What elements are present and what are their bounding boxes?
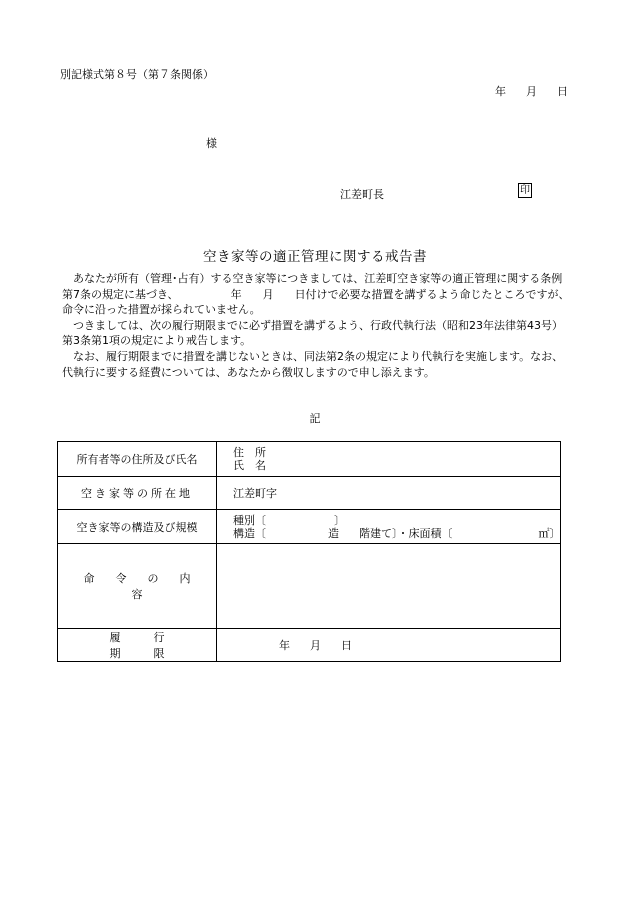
deadline-year-label: 年 — [279, 639, 290, 652]
area-unit: ㎡〕 — [538, 526, 561, 540]
body-line: あなたが所有（管理･占有）する空き家等につきましては、江差町空き家等の適正管理に関する条例 — [73, 272, 563, 285]
body-year-label: 年 — [230, 287, 242, 301]
body-line — [62, 333, 572, 349]
table-row — [58, 544, 561, 629]
deadline-month-label: 月 — [310, 639, 321, 652]
issuer-title: 江差町長 — [340, 188, 384, 201]
body-line — [62, 302, 572, 318]
deadline-value-cell — [217, 629, 561, 662]
addressee-honorific: 様 — [206, 137, 217, 150]
body-paragraph-3 — [62, 349, 572, 365]
info-table — [57, 441, 561, 662]
issue-date — [495, 83, 568, 99]
date-day-label: 日 — [557, 85, 568, 98]
body-text-segment: つきましては、次の履行期限までに必ず措置を講ずるよう、行政代執行法（昭和23年法律第43号） — [73, 318, 563, 332]
body-month-label: 月 — [262, 287, 274, 301]
body-line — [62, 287, 572, 303]
date-year-label: 年 — [495, 85, 506, 98]
table-row — [58, 510, 561, 544]
type-line — [233, 514, 560, 527]
owner-value-cell — [217, 442, 561, 477]
structure-label-text: 構造〔 — [233, 526, 266, 540]
structure-value-cell — [217, 510, 561, 544]
body-text-segment: 日付けで必要な措置を講ずるよう命じたところですが、 — [294, 287, 570, 301]
body-text — [62, 271, 572, 380]
structure-zo: 造 — [328, 526, 339, 540]
name-label: 氏 名 — [233, 459, 266, 472]
type-close: 〕 — [334, 513, 345, 527]
structure-line — [233, 527, 560, 540]
order-content-label: 命令の内容 — [58, 544, 217, 629]
location-label: 空き家等の所在地 — [58, 477, 217, 510]
date-month-label: 月 — [526, 85, 537, 98]
document-title: 空き家等の適正管理に関する戒告書 — [203, 249, 427, 265]
ki-heading: 記 — [309, 412, 321, 425]
owner-label: 所有者等の住所及び氏名 — [58, 442, 217, 477]
body-text-segment: 第3条第1項の規定により戒告します。 — [62, 334, 252, 348]
seal-mark: 印 — [520, 185, 530, 196]
order-content-value — [217, 544, 561, 629]
body-text-segment: 代執行に要する経費については、あなたから徴収しますので申し添えます。 — [62, 365, 435, 379]
body-text-segment: 第7条の規定に基づき、 — [62, 287, 179, 301]
body-line — [62, 365, 572, 381]
body-text-segment: なお、履行期限までに措置を講じないときは、同法第2条の規定により代執行を実施します。なお、 — [73, 349, 564, 363]
table-row — [58, 629, 561, 662]
body-text-segment: 命令に沿った措置が採られていません。 — [62, 303, 261, 317]
address-label: 住 所 — [233, 446, 266, 459]
body-paragraph-2 — [62, 318, 572, 334]
location-value: 江差町字 — [217, 477, 561, 510]
type-label: 種別〔 — [233, 513, 266, 527]
table-row — [58, 477, 561, 510]
deadline-day-label: 日 — [341, 639, 352, 652]
deadline-label: 履行期限 — [58, 629, 217, 662]
structure-floors: 階建て〕・床面積〔 — [359, 526, 453, 540]
body-paragraph-1 — [62, 271, 572, 287]
form-number: 別記様式第８号（第７条関係） — [60, 68, 214, 81]
structure-label: 空き家等の構造及び規模 — [58, 510, 217, 544]
table-row — [58, 442, 561, 477]
